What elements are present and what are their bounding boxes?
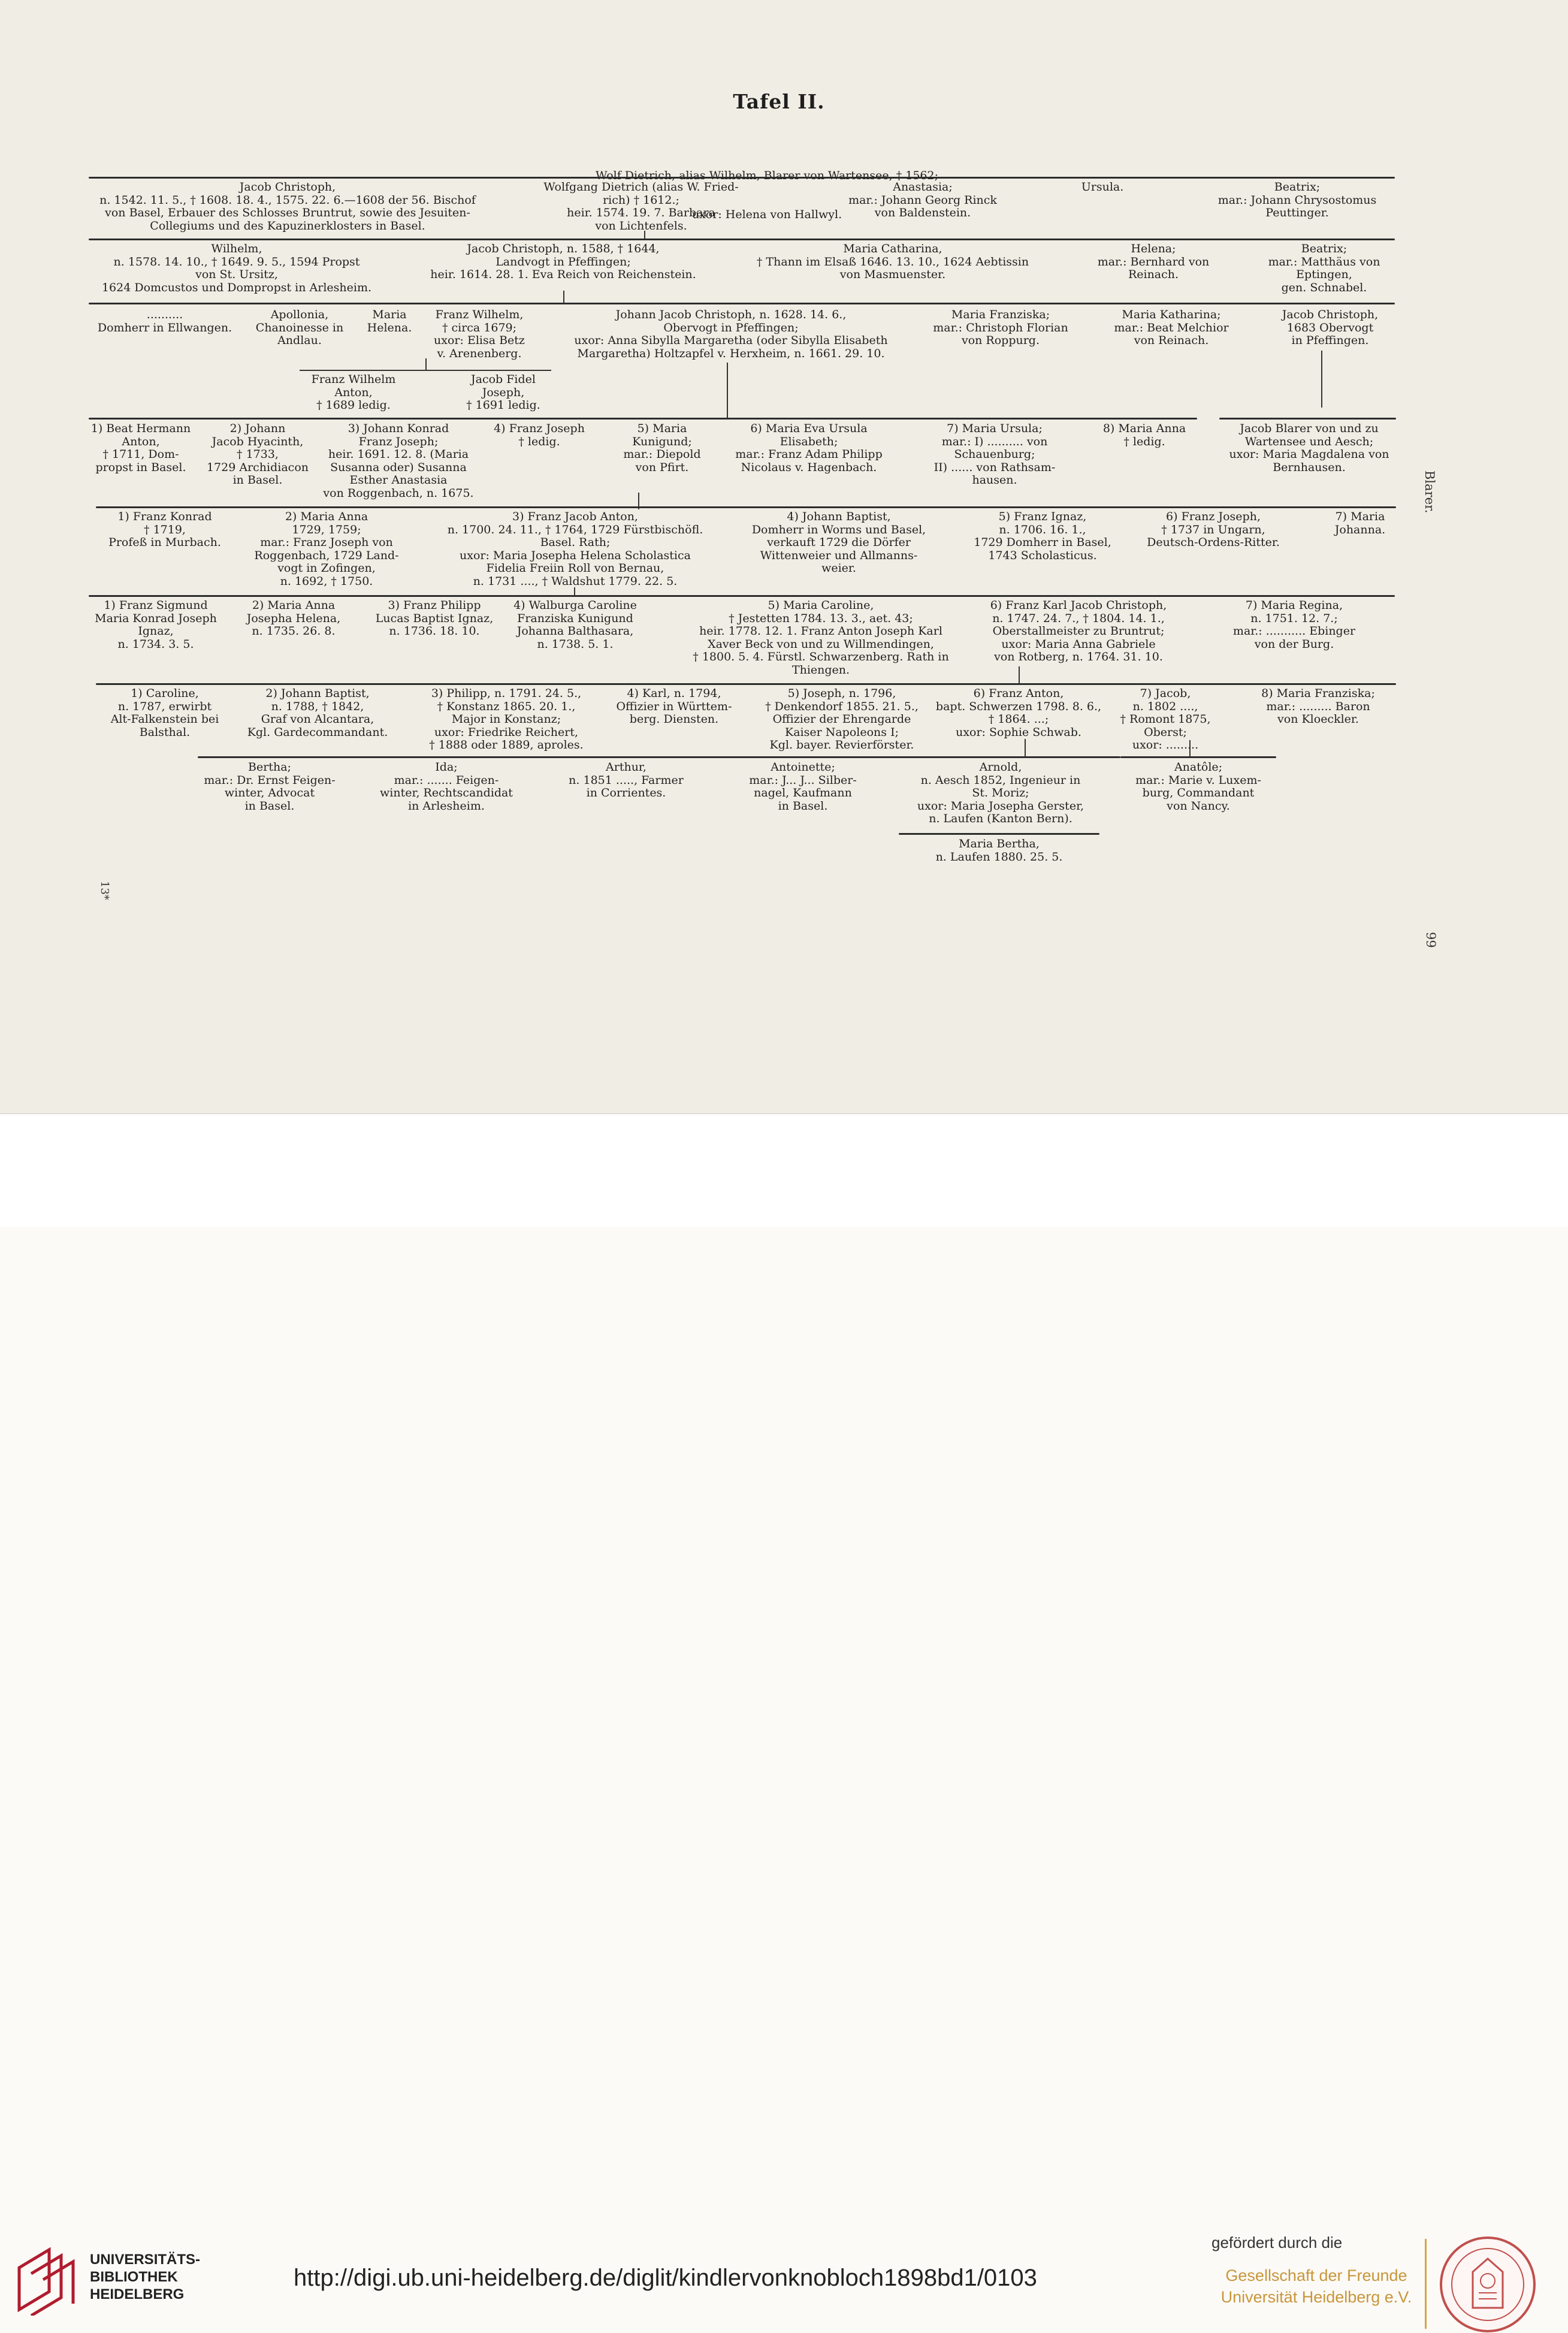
university-seal-icon: [1439, 2236, 1536, 2333]
person-entry: 2) Johann Baptist, n. 1788, † 1842, Graf von Alcantara, Kgl. Gardecommandant.: [247, 687, 388, 739]
generation-rule: [1219, 418, 1396, 419]
generation-rule: [198, 756, 1120, 758]
person-entry: 6) Maria Eva Ursula Elisabeth; mar.: Franz Adam Philipp Nicolaus v. Hagenbach.: [735, 422, 883, 474]
descent-line: [727, 363, 728, 418]
person-entry: 8) Maria Franziska; mar.: ......... Baron von Kloeckler.: [1261, 687, 1375, 726]
library-name: UNIVERSITÄTS- BIBLIOTHEK HEIDELBERG: [90, 2251, 201, 2302]
generation-rule: [899, 833, 1099, 835]
person-entry: Helena; mar.: Bernhard von Reinach.: [1097, 242, 1210, 281]
person-entry: Ursula.: [1081, 180, 1124, 194]
generation-rule: [96, 683, 1396, 685]
person-entry: 4) Johann Baptist, Domherr in Worms und Basel, verkauft 1729 die Dörfer Wittenweier und Allmanns- weier.: [751, 510, 926, 575]
person-entry: 3) Philipp, n. 1791. 24. 5., † Konstanz 1865. 20. 1., Major in Konstanz; uxor: Friedrike Reichert, † 1888 oder 1889, aproles.: [429, 687, 584, 751]
person-entry: 8) Maria Anna † ledig.: [1102, 422, 1186, 448]
person-entry: 5) Maria Caroline, † Jestetten 1784. 13. 3., aet. 43; heir. 1778. 12. 1. Franz Anton Joseph Karl Xaver Beck von und zu Willmendingen, † 1800. 5. 4. Fürstl. Schwarzenberg. Rath in Thiengen.: [693, 599, 949, 677]
person-entry: 5) Joseph, n. 1796, † Denkendorf 1855. 21. 5., Offizier der Ehrengarde Kaiser Napoleons I; Kgl. bayer. Revierförster.: [765, 687, 919, 751]
person-entry: 4) Franz Joseph † ledig.: [494, 422, 585, 448]
page-title: Tafel II.: [733, 90, 825, 113]
person-entry: Arthur, n. 1851 ....., Farmer in Corrientes.: [569, 760, 684, 799]
person-entry: Beatrix; mar.: Johann Chrysostomus Peuttinger.: [1217, 180, 1377, 219]
person-entry: 3) Franz Jacob Anton, n. 1700. 24. 11., † 1764, 1729 Fürstbischöfl. Basel. Rath; uxor: Maria Josepha Helena Scholastica Fidelia Freiin Roll von Bernau, n. 1731 ...., † Waldshut 1779. 22. 5.: [447, 510, 703, 588]
person-entry: Anastasia; mar.: Johann Georg Rinck von Baldenstein.: [848, 180, 997, 219]
person-entry: 7) Maria Johanna.: [1334, 510, 1386, 536]
person-entry: 3) Johann Konrad Franz Joseph; heir. 1691. 12. 8. (Maria Susanna oder) Susanna Esther Anastasia von Roggenbach, n. 1675.: [323, 422, 474, 500]
descent-line: [1019, 666, 1020, 684]
person-entry: Wilhelm, n. 1578. 14. 10., † 1649. 9. 5., 1594 Propst von St. Ursitz, 1624 Domcustos und Dompropst in Arlesheim.: [101, 242, 372, 294]
person-entry: Franz Wilhelm Anton, † 1689 ledig.: [311, 373, 396, 412]
person-entry: .......... Domherr in Ellwangen.: [97, 308, 232, 334]
person-entry: 2) Johann Jacob Hyacinth, † 1733, 1729 Archidiacon in Basel.: [206, 422, 309, 487]
person-entry: 2) Maria Anna 1729, 1759; mar.: Franz Joseph von Roggenbach, 1729 Land- vogt in Zofingen, n. 1692, † 1750.: [254, 510, 399, 588]
person-entry: Bertha; mar.: Dr. Ernst Feigen- winter, Advocat in Basel.: [204, 760, 336, 813]
funded-by-label: gefördert durch die: [1212, 2234, 1343, 2251]
descent-line: [563, 291, 564, 303]
person-entry: 7) Maria Ursula; mar.: I) .......... von Schauenburg; II) ...... von Rathsam- hausen.: [933, 422, 1056, 487]
person-entry: Maria Helena.: [367, 308, 412, 334]
person-entry: Maria Franziska; mar.: Christoph Florian von Roppurg.: [933, 308, 1068, 347]
page-number: 99: [1424, 932, 1438, 948]
descent-line: [1321, 351, 1322, 408]
society-name: Gesellschaft der Freunde Universität Heidelberg e.V.: [1220, 2266, 1412, 2306]
person-entry: Johann Jacob Christoph, n. 1628. 14. 6., Obervogt in Pfeffingen; uxor: Anna Sibylla Margaretha (oder Sibylla Elisabeth Margaretha) Holtzapfel v. Herxheim, n. 1661. 29. 10.: [574, 308, 888, 360]
generation-rule: [89, 303, 1395, 304]
generation-rule: [89, 177, 1395, 179]
footer-divider: [1425, 2239, 1427, 2329]
root-line-1: Wolf Dietrich, alias Wilhelm, Blarer von Wartensee, † 1562;: [595, 169, 938, 182]
descent-line: [1025, 739, 1026, 756]
person-entry: Jacob Fidel Joseph, † 1691 ledig.: [466, 373, 540, 412]
footer-bar: [0, 1113, 1568, 2306]
person-entry: 3) Franz Philipp Lucas Baptist Ignaz, n. 1736. 18. 10.: [375, 599, 494, 638]
person-entry: Jacob Christoph, n. 1542. 11. 5., † 1608. 18. 4., 1575. 22. 6.—1608 der 56. Bischof von Basel, Erbauer des Schlosses Bruntrut, sowie des Jesuiten- Collegiums und des Kapuzinerklosters in Basel.: [99, 180, 476, 233]
person-entry: 4) Karl, n. 1794, Offizier in Württem- berg. Diensten.: [616, 687, 732, 726]
generation-rule: [89, 239, 1395, 240]
side-label: Blarer.: [1422, 470, 1437, 514]
descent-line: [425, 358, 427, 370]
person-entry: 1) Franz Sigmund Maria Konrad Joseph Ignaz, n. 1734. 3. 5.: [95, 599, 217, 651]
source-url[interactable]: http://digi.ub.uni-heidelberg.de/diglit/kindlervonknobloch1898bd1/0103: [294, 2265, 1037, 2291]
descent-line: [1189, 740, 1191, 756]
person-entry: Apollonia, Chanoinesse in Andlau.: [255, 308, 344, 347]
person-entry: 1) Franz Konrad † 1719, Profeß in Murbach.: [108, 510, 221, 549]
person-entry: 7) Jacob, n. 1802 ...., † Romont 1875, Oberst; uxor: .........: [1120, 687, 1211, 751]
person-entry: 6) Franz Anton, bapt. Schwerzen 1798. 8. 6., † 1864. ...; uxor: Sophie Schwab.: [935, 687, 1102, 739]
generation-rule: [1120, 756, 1276, 758]
person-entry: 6) Franz Karl Jacob Christoph, n. 1747. 24. 7., † 1804. 14. 1., Oberstallmeister zu Bruntrut; uxor: Maria Anna Gabriele von Rotberg, n. 1764. 31. 10.: [990, 599, 1167, 663]
person-entry: 1) Beat Hermann Anton, † 1711, Dom- propst in Basel.: [90, 422, 191, 474]
person-entry: Anatôle; mar.: Marie v. Luxem- burg, Commandant von Nancy.: [1135, 760, 1261, 813]
person-entry: Jacob Blarer von und zu Wartensee und Aesch; uxor: Maria Magdalena von Bernhausen.: [1229, 422, 1389, 474]
generation-rule: [89, 595, 1395, 597]
person-entry: Maria Bertha, n. Laufen 1880. 25. 5.: [935, 837, 1063, 864]
person-entry: 7) Maria Regina, n. 1751. 12. 7.; mar.: ........... Ebinger von der Burg.: [1232, 599, 1356, 651]
person-entry: 6) Franz Joseph, † 1737 in Ungarn, Deutsch-Ordens-Ritter.: [1147, 510, 1280, 549]
folio-mark: 13*: [98, 881, 111, 900]
person-entry: 5) Franz Ignaz, n. 1706. 16. 1., 1729 Domherr in Basel, 1743 Scholasticus.: [974, 510, 1111, 562]
library-logo-icon: [13, 2244, 79, 2316]
generation-rule: [96, 506, 1396, 508]
person-entry: Jacob Christoph, 1683 Obervogt in Pfeffingen.: [1282, 308, 1379, 347]
person-entry: Jacob Christoph, n. 1588, † 1644, Landvogt in Pfeffingen; heir. 1614. 28. 1. Eva Reich von Reichenstein.: [430, 242, 696, 281]
person-entry: 5) Maria Kunigund; mar.: Diepold von Pfirt.: [623, 422, 701, 474]
person-entry: Maria Katharina; mar.: Beat Melchior von Reinach.: [1114, 308, 1229, 347]
person-entry: Franz Wilhelm, † circa 1679; uxor: Elisa Betz v. Arenenberg.: [434, 308, 525, 360]
descent-line: [644, 231, 645, 239]
root-line-2: uxor: Helena von Hallwyl.: [691, 207, 842, 221]
person-entry: 1) Caroline, n. 1787, erwirbt Alt-Falkenstein bei Balsthal.: [110, 687, 219, 739]
sibling-bracket: [300, 370, 551, 371]
person-entry: Maria Catharina, † Thann im Elsaß 1646. 13. 10., 1624 Aebtissin von Masmuenster.: [756, 242, 1029, 281]
person-entry: 2) Maria Anna Josepha Helena, n. 1735. 26. 8.: [246, 599, 341, 638]
person-entry: Ida; mar.: ....... Feigen- winter, Rechtscandidat in Arlesheim.: [380, 760, 513, 813]
person-entry: Wolfgang Dietrich (alias W. Fried- rich) † 1612.; heir. 1574. 19. 7. Barbara von Lichtenfels.: [543, 180, 739, 233]
person-entry: Arnold, n. Aesch 1852, Ingenieur in St. Moriz; uxor: Maria Josepha Gerster, n. Laufen (Kanton Bern).: [917, 760, 1084, 825]
scanned-page: [0, 0, 1568, 1113]
person-entry: 4) Walburga Caroline Franziska Kunigund Johanna Balthasara, n. 1738. 5. 1.: [513, 599, 637, 651]
generation-rule: [89, 418, 1197, 419]
person-entry: Antoinette; mar.: J... J... Silber- nagel, Kaufmann in Basel.: [749, 760, 857, 813]
descent-line: [574, 587, 575, 595]
person-entry: Beatrix; mar.: Matthäus von Eptingen, gen. Schnabel.: [1268, 242, 1380, 294]
